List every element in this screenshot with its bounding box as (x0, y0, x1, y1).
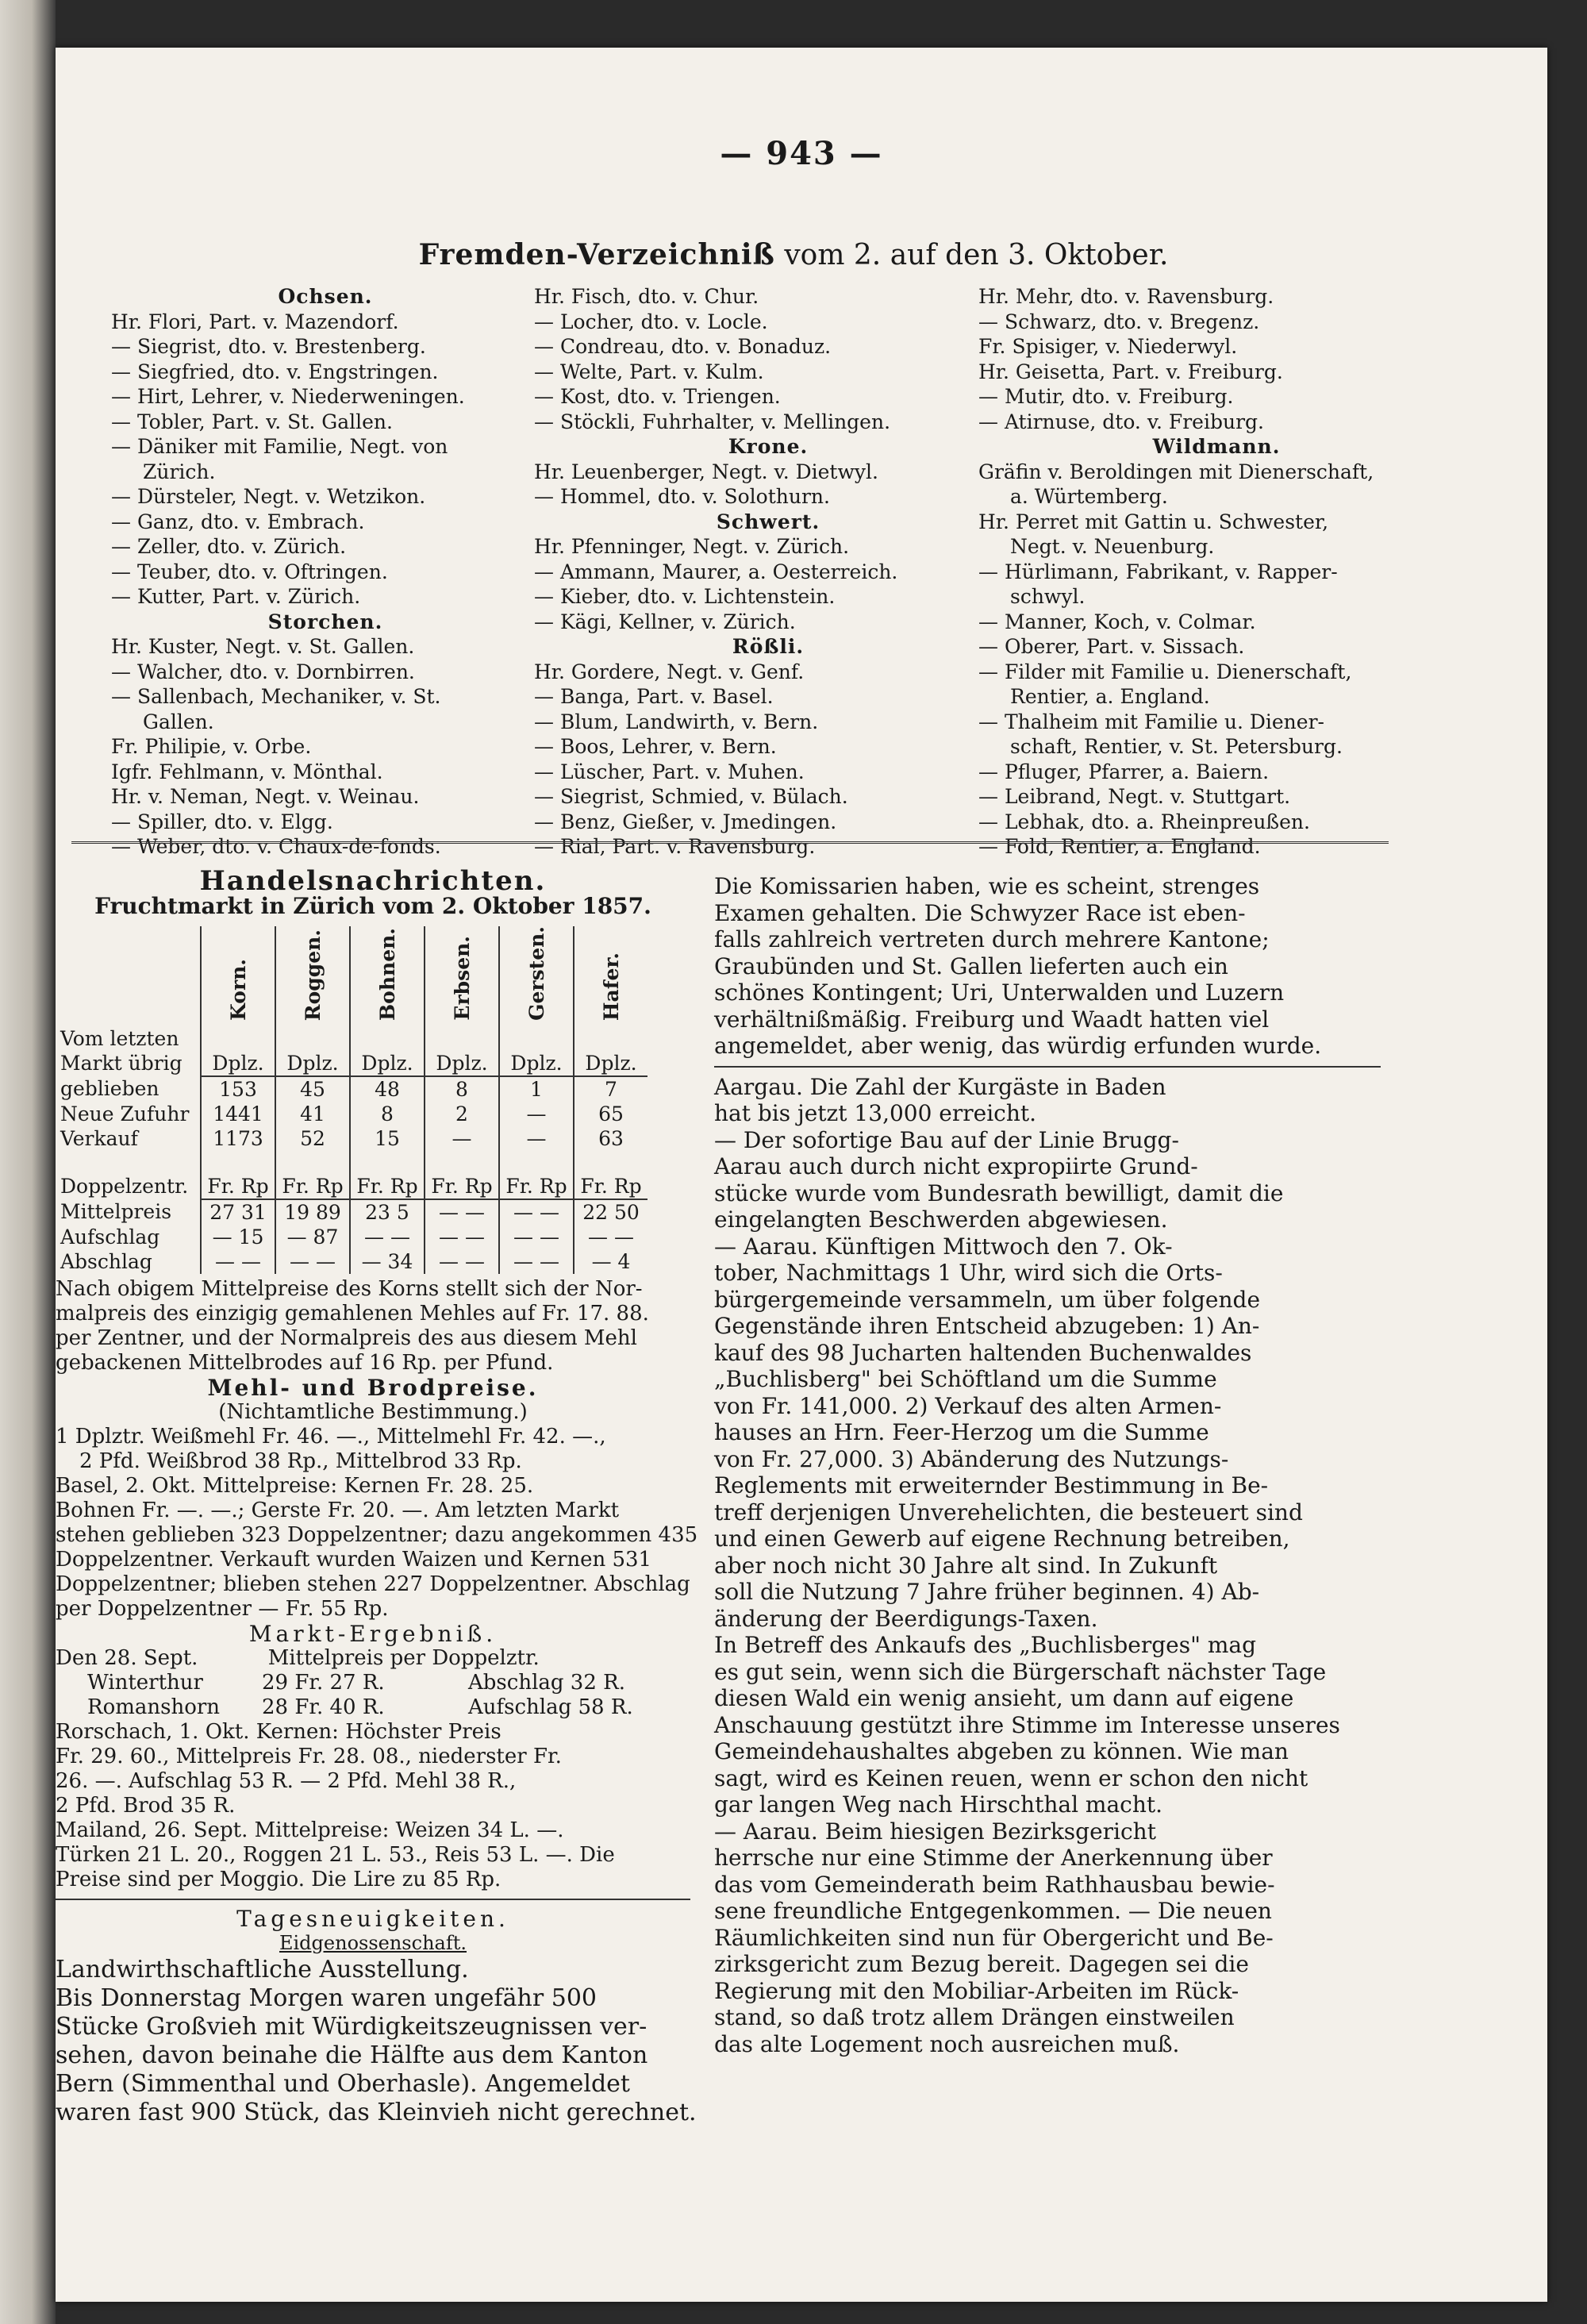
table-cell: — — (425, 1199, 499, 1225)
market-result-change: Aufschlag 58 R. (468, 1695, 633, 1719)
register-column-3 (978, 284, 1454, 860)
table-cell (201, 1026, 275, 1051)
hotel-heading: Ochsen. (278, 285, 373, 308)
market-result-place: Romanshorn (87, 1695, 221, 1719)
table-cell: 41 (275, 1102, 350, 1126)
article-line: tober, Nachmittags 1 Uhr, wird sich die Orts- (714, 1260, 1223, 1286)
rule (56, 1899, 690, 1900)
table-cell: 15 (350, 1126, 425, 1151)
table-cell: — (499, 1126, 574, 1151)
exhibition-report-continued (714, 873, 1381, 1060)
note-line: gebackenen Mittelbrodes auf 16 Rp. per Pfund. (56, 1350, 554, 1375)
grain-column-label: Gersten. (525, 926, 548, 1021)
guest-entry: — Fold, Rentier, a. England. (978, 835, 1261, 858)
guest-entry: — Kägi, Kellner, v. Zürich. (534, 610, 796, 633)
guest-entry: — Däniker mit Familie, Negt. von (111, 435, 448, 458)
guest-entry: — Weber, dto. v. Chaux-de-fonds. (111, 835, 441, 858)
note-line: per Zentner, und der Normalpreis des aus diesem Mehl (56, 1326, 637, 1350)
table-cell: Dplz. (499, 1051, 574, 1076)
guest-entry: — Leibrand, Negt. v. Stuttgart. (978, 785, 1291, 808)
guest-entry: — Hommel, dto. v. Solothurn. (534, 485, 830, 508)
basel-line: Basel, 2. Okt. Mittelpreise: Kernen Fr. 28. 25. (56, 1473, 534, 1498)
row-label (56, 1151, 201, 1174)
article-line: — Aarau. Künftigen Mittwoch den 7. Ok- (714, 1233, 1173, 1260)
aargau-news (714, 1074, 1381, 2058)
grain-column-label: Erbsen. (450, 936, 474, 1021)
table-cell: Fr. Rp (425, 1174, 499, 1199)
table-cell: — — (574, 1225, 647, 1249)
article-line: eingelangten Beschwerden abgewiesen. (714, 1206, 1168, 1233)
market-result-row (56, 1671, 690, 1695)
article-line: stücke wurde vom Bundesrath bewilligt, damit die (714, 1179, 1284, 1206)
guest-entry: Hr. Flori, Part. v. Mazendorf. (111, 310, 399, 333)
guest-entry: — Hürlimann, Fabrikant, v. Rapper- (978, 560, 1338, 583)
guest-entry: — Locher, dto. v. Locle. (534, 310, 768, 333)
table-cell: 22 50 (574, 1199, 647, 1225)
table-cell: 2 (425, 1102, 499, 1126)
flour-bread-line: 1 Dplztr. Weißmehl Fr. 46. —., Mittelmehl Fr. 42. —., (56, 1424, 606, 1449)
table-cell: 8 (350, 1102, 425, 1126)
grain-market-table (56, 926, 647, 1274)
flour-bread-line: 2 Pfd. Weißbrod 38 Rp., Mittelbrod 33 Rp. (79, 1449, 522, 1473)
guest-entry: — Spiller, dto. v. Elgg. (111, 810, 333, 833)
table-cell: — — (425, 1249, 499, 1274)
hotel-heading: Wildmann. (1152, 435, 1281, 458)
rorschach-line: Fr. 29. 60., Mittelpreis Fr. 28. 08., niederster Fr. (56, 1744, 562, 1768)
grain-column-header (574, 926, 647, 1026)
right-news-column (714, 873, 1381, 2057)
grain-market-heading: Fruchtmarkt in Zürich vom 2. Oktober 1857. (94, 893, 651, 919)
article-line: und einen Gewerb auf eigene Rechnung betreiben, (714, 1526, 1290, 1552)
article-line: änderung der Beerdigungs-Taxen. (714, 1605, 1098, 1632)
table-cell (425, 1151, 499, 1174)
guest-entry: Rentier, a. England. (1010, 685, 1210, 708)
article-line: Anschauung gestützt ihre Stimme im Interesse unseres (714, 1711, 1340, 1738)
table-cell: — — (499, 1225, 574, 1249)
article-line: es gut sein, wenn sich die Bürgerschaft nächster Tage (714, 1658, 1327, 1685)
register-title (198, 238, 1389, 271)
basel-line: per Doppelzentner — Fr. 55 Rp. (56, 1596, 389, 1621)
table-row (56, 1151, 647, 1174)
article-line: In Betreff des Ankaufs des „Buchlisberges" mag (714, 1632, 1257, 1658)
row-label: Markt übrig (60, 1052, 183, 1075)
table-cell: Dplz. (350, 1051, 425, 1076)
article-line: stand, so daß trotz allem Drängen einstweilen (714, 2004, 1235, 2030)
rorschach-market-report (56, 1720, 690, 1818)
market-result-place: Winterthur (87, 1670, 203, 1695)
table-cell (350, 1151, 425, 1174)
market-result-price: 29 Fr. 27 R. (262, 1670, 385, 1695)
guest-entry: — Rial, Part. v. Ravensburg. (534, 835, 816, 858)
guest-entry: — Welte, Part. v. Kulm. (534, 360, 764, 383)
guest-entry: Hr. Gordere, Negt. v. Genf. (534, 660, 805, 683)
guest-entry: — Sallenbach, Mechaniker, v. St. (111, 685, 441, 708)
article-line: aber noch nicht 30 Jahre alt sind. In Zukunft (714, 1552, 1218, 1579)
normal-price-note (56, 1277, 690, 1376)
article-line: Aargau. Die Zahl der Kurgäste in Baden (714, 1073, 1166, 1100)
table-row (56, 1126, 647, 1151)
table-cell (425, 1026, 499, 1051)
article-line: sene freundliche Entgegenkommen. — Die neuen (714, 1898, 1272, 1924)
grain-column-header (499, 926, 574, 1026)
market-news-column (56, 865, 698, 2127)
table-cell: 8 (425, 1076, 499, 1102)
table-corner (56, 926, 201, 1026)
guest-entry: — Schwarz, dto. v. Bregenz. (978, 310, 1260, 333)
guest-entry: — Filder mit Familie u. Dienerschaft, (978, 660, 1352, 683)
exhibition-line: Bern (Simmenthal und Oberhasle). Angemeldet (56, 2069, 630, 2098)
exhibition-line: waren fast 900 Stück, das Kleinvieh nicht gerechnet. (56, 2098, 697, 2126)
guest-entry: — Lüscher, Part. v. Muhen. (534, 760, 805, 783)
guest-entry: — Kost, dto. v. Triengen. (534, 385, 781, 408)
guest-entry: — Oberer, Part. v. Sissach. (978, 635, 1245, 658)
article-line: treff derjenigen Unverehelichten, die besteuert sind (714, 1499, 1303, 1526)
row-label: geblieben (60, 1077, 159, 1101)
table-row (56, 1225, 647, 1249)
table-cell: — 15 (201, 1225, 275, 1249)
table-cell: Dplz. (425, 1051, 499, 1076)
guest-entry: Negt. v. Neuenburg. (1010, 535, 1215, 558)
article-line: verhältnißmäßig. Freiburg und Waadt hatten viel (714, 1006, 1270, 1033)
table-cell: — 87 (275, 1225, 350, 1249)
market-result-date-label: Mittelpreis per Doppelztr. (267, 1645, 540, 1670)
guest-entry: — Lebhak, dto. a. Rheinpreußen. (978, 810, 1310, 833)
table-cell: Dplz. (201, 1051, 275, 1076)
row-label: Aufschlag (60, 1225, 160, 1249)
grain-column-header (425, 926, 499, 1026)
guest-entry: Fr. Spisiger, v. Niederwyl. (978, 335, 1238, 358)
guest-entry: — Tobler, Part. v. St. Gallen. (111, 410, 393, 433)
table-cell: 45 (275, 1076, 350, 1102)
table-row (56, 1174, 647, 1199)
table-cell: — — (275, 1249, 350, 1274)
basel-line: Doppelzentner; blieben stehen 227 Doppelzentner. Abschlag (56, 1572, 690, 1596)
table-row (56, 1102, 647, 1126)
hotel-heading: Rößli. (732, 635, 805, 658)
row-label: Neue Zufuhr (60, 1102, 190, 1125)
guest-entry: — Manner, Koch, v. Colmar. (978, 610, 1256, 633)
table-cell (275, 1026, 350, 1051)
market-result-heading: Markt-Ergebniß. (248, 1620, 498, 1647)
article-line: das vom Gemeinderath beim Rathhausbau bewie- (714, 1871, 1275, 1898)
confederation-heading: Eidgenossenschaft. (279, 1931, 467, 1954)
basel-line: Doppelzentner. Verkauft wurden Waizen und Kernen 531 (56, 1547, 652, 1572)
table-cell: — — (499, 1249, 574, 1274)
grain-column-label: Hafer. (599, 952, 623, 1021)
table-cell (350, 1026, 425, 1051)
row-label: Mittelpreis (60, 1200, 172, 1224)
article-line: Regierung mit den Mobiliar-Arbeiten im Rück- (714, 1977, 1239, 2004)
guest-entry: a. Würtemberg. (1010, 485, 1168, 508)
article-line: von Fr. 141,000. 2) Verkauf des alten Armen- (714, 1392, 1222, 1419)
table-cell: — — (499, 1199, 574, 1225)
article-line: Aarau auch durch nicht expropiirte Grund- (714, 1153, 1198, 1179)
guest-entry: — Stöckli, Fuhrhalter, v. Mellingen. (534, 410, 891, 433)
table-cell: 19 89 (275, 1199, 350, 1225)
article-line: Gegenstände ihren Entscheid abzugeben: 1) An- (714, 1313, 1260, 1339)
rule (714, 1066, 1381, 1068)
table-cell: 1441 (201, 1102, 275, 1126)
trade-news-heading: Handelsnachrichten. (199, 865, 547, 897)
article-line: Examen gehalten. Die Schwyzer Race ist eben- (714, 899, 1246, 926)
milan-market-report (56, 1818, 690, 1892)
row-label: Doppelzentr. (60, 1175, 189, 1199)
table-row (56, 1051, 647, 1076)
section-divider (71, 841, 1389, 844)
table-cell: Fr. Rp (499, 1174, 574, 1199)
article-line: Reglements mit erweiternder Bestimmung in Be- (714, 1472, 1269, 1499)
article-line: „Buchlisberg" bei Schöftland um die Summe (714, 1366, 1217, 1392)
market-result-row (56, 1695, 690, 1720)
table-cell: 23 5 (350, 1199, 425, 1225)
table-cell: — — (425, 1225, 499, 1249)
market-result-change: Abschlag 32 R. (468, 1670, 625, 1695)
row-label: Vom letzten (60, 1026, 179, 1050)
guest-entry: — Condreau, dto. v. Bonaduz. (534, 335, 832, 358)
hotel-heading: Schwert. (716, 510, 820, 533)
guest-entry: — Atirnuse, dto. v. Freiburg. (978, 410, 1264, 433)
milan-line: Türken 21 L. 20., Roggen 21 L. 53., Reis 53 L. —. Die (56, 1842, 615, 1867)
exhibition-line: Stücke Großvieh mit Würdigkeitszeugnissen ver- (56, 2012, 647, 2041)
hotel-heading: Storchen. (267, 610, 383, 633)
rorschach-line: 2 Pfd. Brod 35 R. (56, 1793, 236, 1818)
table-cell (574, 1151, 647, 1174)
market-result-price: 28 Fr. 40 R. (262, 1695, 385, 1719)
exhibition-line: Landwirthschaftliche Ausstellung. (56, 1955, 469, 1983)
article-line: soll die Nutzung 7 Jahre früher beginnen. 4) Ab- (714, 1579, 1260, 1605)
article-line: hat bis jetzt 13,000 erreicht. (714, 1100, 1037, 1126)
basel-market-report (56, 1473, 698, 1622)
market-result-rows (56, 1671, 690, 1720)
guest-entry: — Benz, Gießer, v. Jmedingen. (534, 810, 837, 833)
guest-entry: — Blum, Landwirth, v. Bern. (534, 710, 819, 733)
table-cell: Fr. Rp (350, 1174, 425, 1199)
guest-entry: — Teuber, dto. v. Oftringen. (111, 560, 388, 583)
article-line: das alte Logement noch ausreichen muß. (714, 2030, 1180, 2057)
exhibition-report (56, 1955, 697, 2127)
table-cell: Dplz. (275, 1051, 350, 1076)
guest-entry: Hr. Perret mit Gattin u. Schwester, (978, 510, 1329, 533)
guest-entry: Hr. Fisch, dto. v. Chur. (534, 285, 759, 308)
table-cell: — — (350, 1225, 425, 1249)
table-cell: — 4 (574, 1249, 647, 1274)
table-cell: — — (201, 1249, 275, 1274)
article-line: falls zahlreich vertreten durch mehrere Kantone; (714, 926, 1270, 952)
table-cell: Dplz. (574, 1051, 647, 1076)
daily-news-heading: Tagesneuigkeiten. (236, 1905, 509, 1932)
table-cell: Fr. Rp (574, 1174, 647, 1199)
article-line: bürgergemeinde versammeln, um über folgende (714, 1286, 1261, 1313)
table-row (56, 1076, 647, 1102)
article-line: sagt, wird es Keinen reuen, wenn er schon den nicht (714, 1764, 1308, 1791)
register-column-2 (534, 284, 1002, 860)
hotel-heading: Krone. (728, 435, 809, 458)
table-cell: 1 (499, 1076, 574, 1102)
guest-entry: Gräfin v. Beroldingen mit Dienerschaft, (978, 460, 1374, 483)
table-row (56, 1026, 647, 1051)
page-number: — 943 — (720, 135, 883, 172)
table-cell: — 34 (350, 1249, 425, 1274)
milan-line: Preise sind per Moggio. Die Lire zu 85 Rp. (56, 1867, 501, 1891)
grain-column-label: Roggen. (301, 929, 325, 1021)
article-line: — Der sofortige Bau auf der Linie Brugg- (714, 1126, 1179, 1153)
guest-entry: Fr. Philipie, v. Orbe. (111, 735, 312, 758)
guest-entry: — Hirt, Lehrer, v. Niederweningen. (111, 385, 465, 408)
guest-entry: Hr. Leuenberger, Negt. v. Dietwyl. (534, 460, 878, 483)
table-cell: — (499, 1102, 574, 1126)
guest-entry: Hr. Kuster, Negt. v. St. Gallen. (111, 635, 415, 658)
article-line: — Aarau. Beim hiesigen Bezirksgericht (714, 1818, 1156, 1845)
row-label: Verkauf (60, 1126, 138, 1150)
guest-entry: schwyl. (1010, 585, 1086, 608)
guest-entry: — Kutter, Part. v. Zürich. (111, 585, 361, 608)
guest-entry: — Ammann, Maurer, a. Oesterreich. (534, 560, 898, 583)
guest-entry: Igfr. Fehlmann, v. Mönthal. (111, 760, 383, 783)
guest-entry: Hr. Geisetta, Part. v. Freiburg. (978, 360, 1283, 383)
article-line: Graubünden und St. Gallen lieferten auch ein (714, 952, 1228, 979)
milan-line: Mailand, 26. Sept. Mittelpreise: Weizen 34 L. —. (56, 1818, 564, 1842)
table-row (56, 1199, 647, 1225)
article-line: Räumlichkeiten sind nun für Obergericht und Be- (714, 1924, 1274, 1951)
page-left-edge (0, 0, 56, 2324)
guest-entry: — Boos, Lehrer, v. Bern. (534, 735, 777, 758)
guest-entry: Hr. Pfenninger, Negt. v. Zürich. (534, 535, 850, 558)
note-line: malpreis des einzigig gemahlenen Mehles auf Fr. 17. 88. (56, 1301, 649, 1326)
guest-entry: — Banga, Part. v. Basel. (534, 685, 774, 708)
market-result-date: Den 28. Sept. (56, 1645, 198, 1670)
register-title-date: vom 2. auf den 3. Oktober. (784, 239, 1169, 271)
table-cell: 27 31 (201, 1199, 275, 1225)
basel-line: Bohnen Fr. —. —.; Gerste Fr. 20. —. Am letzten Markt (56, 1498, 620, 1522)
table-cell (574, 1026, 647, 1051)
article-line: diesen Wald ein wenig ansieht, um dann auf eigene (714, 1685, 1294, 1711)
article-line: von Fr. 27,000. 3) Abänderung des Nutzungs- (714, 1445, 1229, 1472)
exhibition-line: Bis Donnerstag Morgen waren ungefähr 500 (56, 1983, 598, 2012)
guest-entry: — Pfluger, Pfarrer, a. Baiern. (978, 760, 1270, 783)
guest-entry: — Ganz, dto. v. Embrach. (111, 510, 365, 533)
basel-line: stehen geblieben 323 Doppelzentner; dazu angekommen 435 (56, 1522, 698, 1547)
article-line: kauf des 98 Jucharten haltenden Buchenwaldes (714, 1339, 1252, 1366)
table-cell: 52 (275, 1126, 350, 1151)
article-line: herrsche nur eine Stimme der Anerkennung über (714, 1845, 1273, 1871)
table-cell: 63 (574, 1126, 647, 1151)
grain-column-label: Bohnen. (375, 927, 399, 1021)
grain-column-label: Korn. (226, 958, 250, 1021)
article-line: angemeldet, aber wenig, das würdig erfunden wurde. (714, 1033, 1322, 1059)
table-cell (201, 1151, 275, 1174)
register-title-bold: Fremden-Verzeichniß (418, 238, 775, 271)
table-cell (275, 1151, 350, 1174)
guest-entry: — Zeller, dto. v. Zürich. (111, 535, 347, 558)
table-cell: 65 (574, 1102, 647, 1126)
table-cell (499, 1151, 574, 1174)
table-cell (499, 1026, 574, 1051)
article-line: Gemeindehaushaltes abgeben zu können. Wie man (714, 1738, 1289, 1764)
table-row (56, 1249, 647, 1274)
article-line: schönes Kontingent; Uri, Unterwalden und Luzern (714, 979, 1285, 1006)
table-cell: — (425, 1126, 499, 1151)
rorschach-line: Rorschach, 1. Okt. Kernen: Höchster Preis (56, 1719, 501, 1744)
guest-entry: — Siegrist, dto. v. Brestenberg. (111, 335, 426, 358)
guest-entry: — Dürsteler, Negt. v. Wetzikon. (111, 485, 426, 508)
guest-entry: — Walcher, dto. v. Dornbirren. (111, 660, 415, 683)
grain-column-header (350, 926, 425, 1026)
newspaper-page (56, 48, 1547, 2302)
note-line: Nach obigem Mittelpreise des Korns stellt sich der Nor- (56, 1276, 643, 1301)
table-cell: 1173 (201, 1126, 275, 1151)
guest-entry: — Thalheim mit Familie u. Diener- (978, 710, 1324, 733)
table-cell: 48 (350, 1076, 425, 1102)
guest-entry: Gallen. (143, 710, 214, 733)
grain-column-header (201, 926, 275, 1026)
register-column-1 (111, 284, 540, 860)
guest-entry: — Mutir, dto. v. Freiburg. (978, 385, 1234, 408)
table-cell: Fr. Rp (275, 1174, 350, 1199)
guest-entry: Hr. Mehr, dto. v. Ravensburg. (978, 285, 1274, 308)
guest-entry: — Siegfried, dto. v. Engstringen. (111, 360, 439, 383)
guest-entry: — Siegrist, Schmied, v. Bülach. (534, 785, 848, 808)
table-cell: 7 (574, 1076, 647, 1102)
market-result-date-row (56, 1646, 690, 1671)
table-cell: Fr. Rp (201, 1174, 275, 1199)
guest-entry: Zürich. (143, 460, 216, 483)
article-line: gar langen Weg nach Hirschthal macht. (714, 1791, 1163, 1818)
table-cell: 153 (201, 1076, 275, 1102)
guest-entry: — Kieber, dto. v. Lichtenstein. (534, 585, 836, 608)
article-line: Die Komissarien haben, wie es scheint, strenges (714, 873, 1260, 899)
flour-bread-subheading: (Nichtamtliche Bestimmung.) (218, 1399, 528, 1424)
grain-column-header (275, 926, 350, 1026)
flour-bread-heading: Mehl- und Brodpreise. (207, 1374, 539, 1401)
guest-entry: schaft, Rentier, v. St. Petersburg. (1010, 735, 1343, 758)
exhibition-line: sehen, davon beinahe die Hälfte aus dem Kanton (56, 2041, 648, 2069)
row-label: Abschlag (60, 1249, 152, 1273)
rorschach-line: 26. —. Aufschlag 53 R. — 2 Pfd. Mehl 38 R., (56, 1768, 517, 1793)
article-line: zirksgericht zum Bezug bereit. Dagegen sei die (714, 1951, 1249, 1977)
article-line: hauses an Hrn. Feer-Herzog um die Summe (714, 1419, 1209, 1445)
guest-entry: Hr. v. Neman, Negt. v. Weinau. (111, 785, 420, 808)
